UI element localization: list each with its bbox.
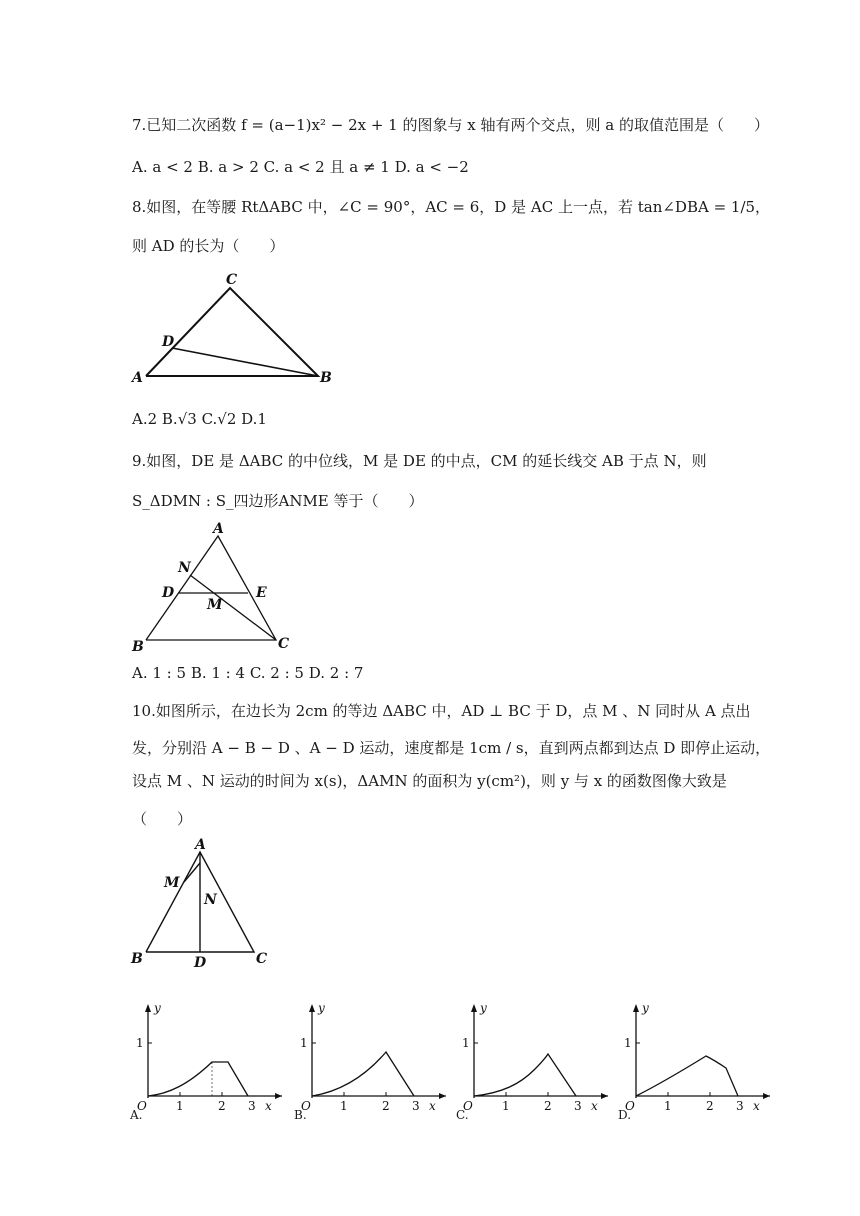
- q8-label-c: C: [226, 272, 238, 288]
- graph-c-origin: O: [463, 1099, 473, 1113]
- q8-label-a: A: [132, 370, 143, 386]
- graph-a-tick-3: 3: [248, 1099, 256, 1113]
- graph-b-x-label: x: [429, 1099, 436, 1113]
- q10-label-b: B: [131, 951, 143, 967]
- question-8-figure: [128, 268, 338, 388]
- graph-a-option-label: A.: [130, 1108, 143, 1122]
- question-7-options: A. a < 2 B. a > 2 C. a < 2 且 a ≠ 1 D. a < −2: [132, 158, 469, 176]
- graph-b-tick-1: 1: [340, 1099, 348, 1113]
- question-10-text: 10.如图所示，在边长为 2cm 的等边 ΔABC 中，AD ⊥ BC 于 D，点 M 、N 同时从 A 点出: [132, 702, 751, 720]
- graph-c-tick-2: 2: [544, 1099, 552, 1113]
- q10-label-c: C: [256, 951, 268, 967]
- q8-label-d: D: [162, 334, 175, 350]
- question-10-text-line4: （ ）: [132, 810, 193, 828]
- question-10-text-line3: 设点 M 、N 运动的时间为 x(s)，ΔAMN 的面积为 y(cm²)，则 y 与 x 的函数图像大致是: [132, 772, 727, 790]
- q9-label-b: B: [132, 639, 144, 655]
- q9-label-e: E: [256, 585, 267, 601]
- question-9-text: 9.如图，DE 是 ΔABC 的中位线，M 是 DE 的中点，CM 的延长线交 AB 于点 N，则: [132, 452, 707, 470]
- graph-b-origin: O: [301, 1099, 311, 1113]
- q10-label-d: D: [194, 955, 207, 970]
- graph-a-y-one: 1: [136, 1036, 144, 1050]
- q9-label-a: A: [213, 521, 224, 537]
- q10-label-a: A: [195, 837, 206, 853]
- graph-b-tick-3: 3: [412, 1099, 420, 1113]
- graph-d-tick-3: 3: [736, 1099, 744, 1113]
- q9-label-c: C: [278, 636, 290, 652]
- question-9-figure: [128, 520, 298, 655]
- graph-a-origin: O: [137, 1099, 147, 1113]
- graph-c-x-label: x: [591, 1099, 598, 1113]
- graph-d-option-label: D.: [618, 1108, 632, 1122]
- q9-label-m: M: [207, 597, 223, 613]
- question-9-options: A. 1 : 5 B. 1 : 4 C. 2 : 5 D. 2 : 7: [132, 664, 364, 682]
- graph-b-tick-2: 2: [382, 1099, 390, 1113]
- q10-label-m: M: [164, 875, 180, 891]
- graph-option-d: [616, 1000, 776, 1125]
- graph-c-option-label: C.: [456, 1108, 469, 1122]
- graph-c-y-one: 1: [462, 1036, 470, 1050]
- q10-label-n: N: [204, 892, 217, 908]
- graph-a-x-label: x: [265, 1099, 272, 1113]
- graph-d-tick-1: 1: [664, 1099, 672, 1113]
- q9-label-d: D: [162, 585, 175, 601]
- graph-d-x-label: x: [753, 1099, 760, 1113]
- graph-option-a: [128, 1000, 288, 1125]
- graph-option-c: [454, 1000, 614, 1125]
- graph-b-y-label: y: [318, 1001, 325, 1015]
- question-7-text: 7.已知二次函数 f = (a−1)x² − 2x + 1 的图象与 x 轴有两个交点，则 a 的取值范围是（ ）: [132, 116, 769, 134]
- question-9-text-line2: S_ΔDMN : S_四边形ANME 等于（ ）: [132, 492, 424, 510]
- question-10-text-line2: 发，分别沿 A − B − D 、A − D 运动，速度都是 1cm / s，直到两点都到达点 D 即停止运动，: [132, 739, 771, 757]
- graph-a-y-label: y: [154, 1001, 161, 1015]
- question-8-options: A.2 B.√3 C.√2 D.1: [132, 410, 267, 428]
- graph-c-y-label: y: [480, 1001, 487, 1015]
- graph-d-tick-2: 2: [706, 1099, 714, 1113]
- question-10-figure: [128, 835, 278, 970]
- graph-d-origin: O: [625, 1099, 635, 1113]
- graph-option-b: [292, 1000, 452, 1125]
- question-8-text-line2: 则 AD 的长为（ ）: [132, 237, 285, 255]
- question-8-text: 8.如图，在等腰 RtΔABC 中，∠C = 90°，AC = 6，D 是 AC 上一点，若 tan∠DBA = 1/5，: [132, 198, 771, 216]
- graph-d-y-one: 1: [624, 1036, 632, 1050]
- graph-d-y-label: y: [642, 1001, 649, 1015]
- q8-label-b: B: [320, 370, 332, 386]
- graph-b-y-one: 1: [300, 1036, 308, 1050]
- graph-a-tick-2: 2: [218, 1099, 226, 1113]
- graph-c-tick-1: 1: [502, 1099, 510, 1113]
- graph-c-tick-3: 3: [574, 1099, 582, 1113]
- graph-a-tick-1: 1: [176, 1099, 184, 1113]
- q9-label-n: N: [178, 560, 191, 576]
- graph-b-option-label: B.: [294, 1108, 307, 1122]
